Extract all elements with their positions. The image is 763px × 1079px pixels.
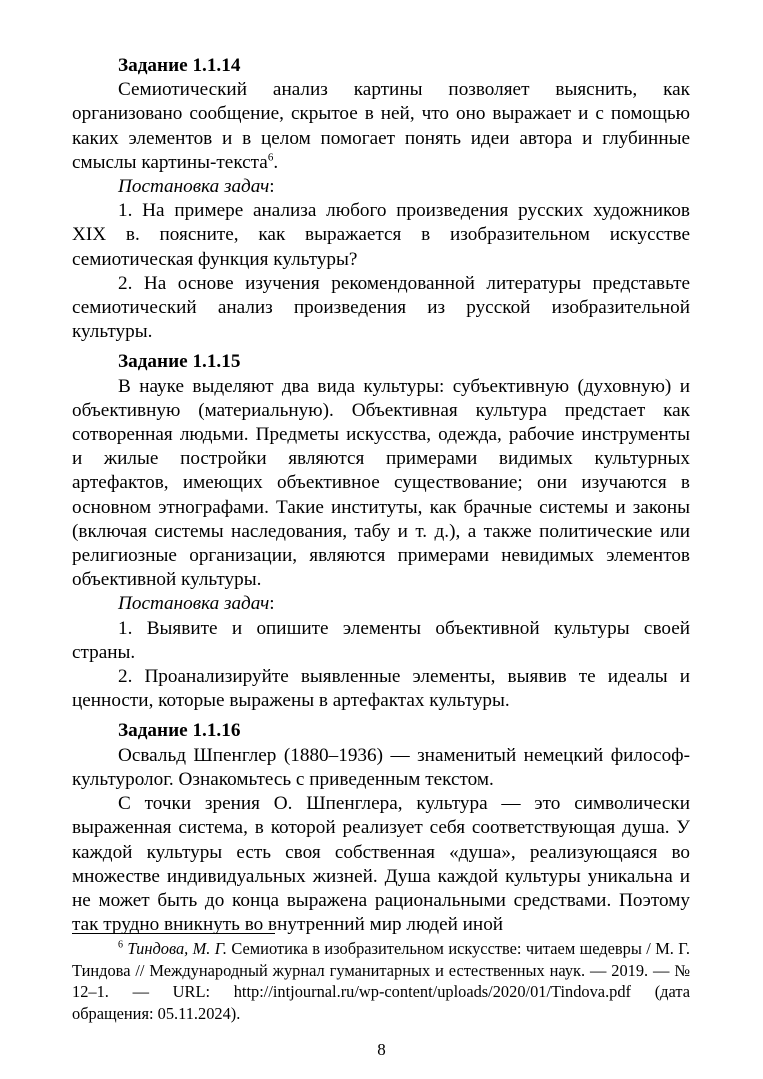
task-item: 1. Выявите и опишите элементы объективной культуры своей страны. bbox=[72, 617, 690, 663]
task-item: 1. На примере анализа любого произведения русских художников XIX в. поясните, как выражается в изобразительном искусстве семиотическая функция культуры? bbox=[72, 200, 690, 270]
paragraph: В науке выделяют два вида культуры: субъективную (духовную) и объективную (материальную). Объективная культура предстает как сотворенная людьми. Предметы искусства, одежда, рабочие инструменты и жилые постройки являются примерами видимых культурных артефактов, имеющих объективное существование; они изучаются в основном этнографами. Такие институты, как брачные системы и законы (включая системы наследования, табу и т. д.), а также политические или религиозные организации, являются примерами невидимых элементов объективной культуры. bbox=[72, 375, 690, 591]
section-heading: Задание 1.1.15 bbox=[118, 351, 241, 373]
footnote-author: Тиндова, М. Г. bbox=[127, 939, 227, 958]
paragraph: Семиотический анализ картины позволяет выяснить, как организовано сообщение, скрытое в ней, что оно выражает и с помощью каких элементов и в целом помогает понять идеи автора и глубинные смыслы картины-текста$^6$. bbox=[72, 79, 690, 173]
footnote-text: Семиотика в изобразительном искусстве: читаем шедевры / М. Г. Тиндова // Международный журнал гуманитарных и естественных наук. — 2019. — № 12–1. — URL: http://intjournal.ru/wp-content/uploads/2020/01/Tindova.pdf (дата обращения: 05.11.2024). bbox=[72, 939, 690, 1023]
paragraph: Освальд Шпенглер (1880–1936) — знаменитый немецкий философ-культуролог. Ознакомьтесь с приведенным текстом. bbox=[72, 744, 690, 790]
tasks-label: Постановка задач: bbox=[118, 593, 275, 615]
footnote bbox=[72, 938, 690, 1024]
task-item: 2. На основе изучения рекомендованной литературы представьте семиотический анализ произведения из русской изобразительной культуры. bbox=[72, 272, 690, 343]
footnote-divider bbox=[72, 933, 275, 934]
footnote-ref[interactable]: 6 bbox=[267, 151, 274, 164]
page-number: 8 bbox=[377, 1040, 386, 1059]
section-heading: Задание 1.1.14 bbox=[118, 55, 241, 76]
tasks-label: Постановка задач: bbox=[118, 176, 275, 198]
paragraph: С точки зрения О. Шпенглера, культура — это символически выраженная система, в которой реализует себя соответствующая душа. У каждой культуры есть своя собственная «душа», реализующаяся во множестве индивидуальных жизней. Душа каждой культуры уникальна и не может быть до конца выражена рациональными средствами. Поэтому так трудно вникнуть во внутренний мир людей иной bbox=[72, 793, 690, 936]
task-item: 2. Проанализируйте выявленные элементы, выявив те идеалы и ценности, которые выражены в артефактах культуры. bbox=[72, 666, 690, 712]
page-body bbox=[72, 54, 690, 937]
footnote-number: 6 bbox=[118, 939, 123, 951]
section-heading: Задание 1.1.16 bbox=[118, 720, 241, 742]
